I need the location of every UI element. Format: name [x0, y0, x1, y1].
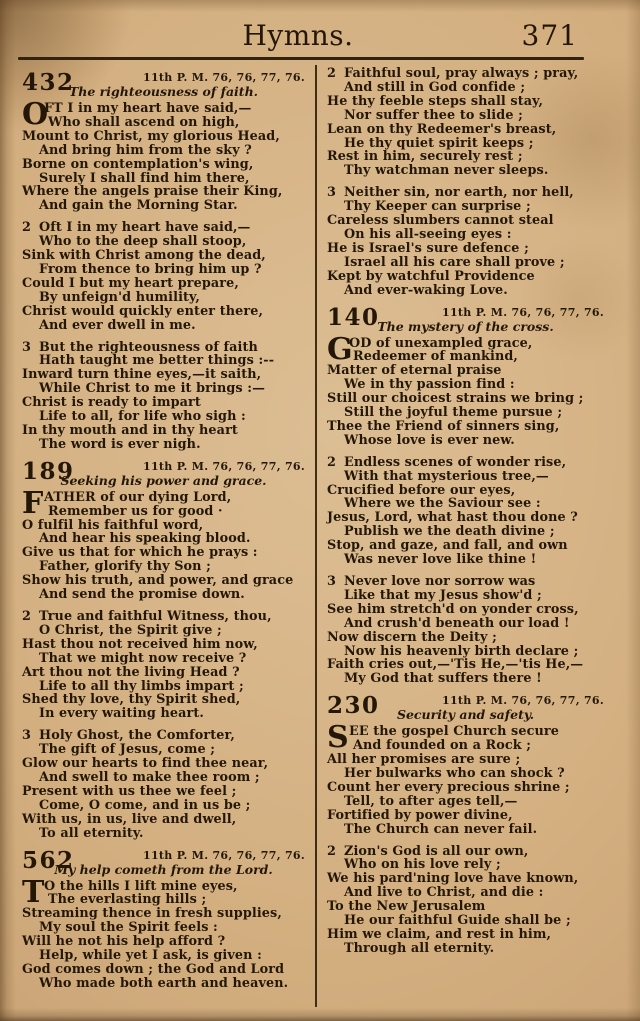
verse-first-line-text: True and faithful Witness, thou,: [39, 609, 272, 624]
hymn-line: And hear his speaking blood.: [39, 531, 251, 547]
hymn-verse: [22, 729, 305, 840]
hymn-line: Who on his love rely ;: [344, 857, 501, 873]
hymn-line: God comes down ; the God and Lord: [22, 961, 285, 977]
dropcap: G: [327, 331, 353, 367]
hymn-line: And still in God confide ;: [344, 79, 526, 95]
hymn-line: [327, 456, 604, 470]
verse-first-line-text: Zion's God is all our own,: [344, 843, 529, 859]
hymn-line: FT I in my heart have said,—: [44, 101, 252, 116]
hymn-line: Come, O come, and in us be ;: [39, 797, 251, 813]
hymn-line: And founded on a Rock ;: [353, 738, 532, 754]
hymn-line: Israel all his care shall prove ;: [344, 254, 565, 270]
hymn-line: [22, 610, 305, 624]
verse-first-line-text: Oft I in my heart have said,—: [39, 220, 251, 236]
verse-number: 2: [327, 66, 337, 81]
hymn-line: And live to Christ, and die :: [344, 885, 544, 901]
hymn-line: Show his truth, and power, and grace: [22, 573, 294, 589]
hymn-line: And swell to make thee room ;: [39, 769, 260, 785]
hymn-189: [22, 457, 305, 841]
hymn-number: 230: [327, 692, 380, 720]
hymn-line: The word is ever nigh.: [39, 436, 201, 452]
hymn-line: [327, 67, 604, 81]
hymn-verse: [22, 221, 305, 332]
hymn-meter: 11th P. M. 76, 76, 77, 76.: [143, 848, 305, 862]
hymn-subtitle: The righteousness of faith.: [68, 84, 259, 99]
hymn-number: 189: [22, 457, 75, 485]
hymn-line: Stop, and gaze, and fall, and own: [327, 538, 568, 554]
hymn-header: [22, 457, 305, 488]
verse-first-line-text: But the righteousness of faith: [39, 339, 258, 355]
hymn-line: The gift of Jesus, come ;: [39, 742, 216, 758]
hymn-line: He is Israel's sure defence ;: [327, 240, 529, 256]
hymn-line: [327, 575, 604, 589]
hymn-line: Help, while yet I ask, is given :: [39, 948, 262, 964]
hymn-verse: [22, 610, 305, 721]
verse-number: 2: [22, 609, 32, 624]
hymn-line: Fortified by power divine,: [327, 807, 513, 823]
hymn-line: Still our choicest strains we bring ;: [327, 391, 584, 407]
hymn-verse: [22, 341, 305, 452]
verse-first-line-text: Endless scenes of wonder rise,: [344, 454, 567, 470]
hymn-line: Tell, to after ages tell,—: [344, 793, 518, 809]
hymn-line: [327, 186, 604, 200]
hymn-line: Will he not his help afford ?: [22, 934, 226, 950]
hymn-line: Faith cries out,—'Tis He,—'tis He,—: [327, 657, 584, 673]
hymn-line: Lean on thy Redeemer's breast,: [327, 121, 557, 137]
hymn-140: [327, 303, 604, 687]
hymn-verse: [327, 845, 604, 956]
hymn-verse: [22, 485, 305, 603]
hymn-line: EE the gospel Church secure: [349, 724, 559, 740]
hymn-line: Life to all thy limbs impart ;: [39, 678, 244, 694]
page-header: [0, 19, 640, 57]
hymn-line: Sink with Christ among the dead,: [22, 248, 266, 264]
hymn-line: From thence to bring him up ?: [39, 261, 262, 277]
verse-number: 3: [22, 728, 32, 744]
hymn-line: And ever-waking Love.: [344, 282, 508, 298]
hymn-line: My soul the Spirit feels :: [39, 920, 218, 936]
hymn-subtitle: Seeking his power and grace.: [60, 472, 267, 488]
hymn-line: Shed thy love, thy Spirit shed,: [22, 692, 241, 708]
hymn-header: [327, 303, 604, 334]
hymn-line: We in thy passion find :: [344, 377, 515, 393]
hymn-line: Mount to Christ, my glorious Head,: [22, 128, 280, 144]
verse-first-line-text: Holy Ghost, the Comforter,: [39, 728, 235, 744]
hymn-verse: [327, 575, 604, 686]
hymn-line: And gain the Morning Star.: [39, 198, 238, 214]
hymn-verse: [22, 874, 305, 991]
hymn-line: Life to all, for life who sigh :: [39, 409, 246, 425]
hymn-line: Who shall ascend on high,: [48, 114, 240, 130]
verse-first-line-text: Never love nor sorrow was: [344, 574, 536, 589]
hymn-432: [22, 71, 305, 452]
hymn-line: Give us that for which he prays :: [22, 545, 258, 561]
hymn-line: We his pard'ning love have known,: [327, 871, 579, 887]
hymn-230: [327, 694, 604, 956]
hymn-line: That we might now receive ?: [39, 650, 247, 666]
hymn-line: O the hills I lift mine eyes,: [44, 878, 238, 894]
header-rule: [18, 57, 584, 60]
hymn-line: Him we claim, and rest in him,: [327, 926, 552, 942]
hymn-line: With that mysterious tree,—: [344, 468, 549, 484]
hymn-line: Could I but my heart prepare,: [22, 275, 239, 291]
verse-number: 3: [327, 185, 337, 201]
hymn-line: Borne on contemplation's wing,: [22, 156, 254, 172]
hymn-line: Nor suffer thee to slide ;: [344, 107, 523, 123]
hymn-verse: [327, 186, 604, 297]
text-columns: [22, 65, 604, 1007]
hymn-subtitle: My help cometh from the Lord.: [54, 861, 273, 877]
hymn-line: OD of unexampled grace,: [349, 335, 533, 351]
hymn-header: [22, 846, 305, 877]
hymn-line: Christ is ready to impart: [22, 395, 201, 411]
hymn-meter: 11th P. M. 76, 76, 77, 76.: [442, 694, 604, 708]
hymn-line: In thy mouth and in thy heart: [22, 422, 238, 438]
hymn-line: To the New Jerusalem: [327, 899, 486, 915]
hymn-line: ATHER of our dying Lord,: [44, 489, 232, 505]
verse-number: 2: [22, 220, 32, 236]
dropcap: O: [22, 97, 49, 132]
hymn-line: See him stretch'd on yonder cross,: [327, 601, 579, 617]
hymn-header: [327, 694, 604, 722]
hymn-line: Kept by watchful Providence: [327, 268, 535, 284]
hymn-line: Rest in him, securely rest ;: [327, 149, 523, 165]
hymn-line: Hath taught me better things :--: [39, 353, 275, 369]
hymn-562: [22, 846, 305, 991]
hymn-line: On his all-seeing eyes :: [344, 226, 512, 242]
hymn-line: Where we the Saviour see :: [344, 496, 541, 512]
hymn-line: [22, 729, 305, 743]
hymn-line: My God that suffers there !: [344, 671, 542, 687]
hymn-number: 140: [327, 303, 380, 331]
hymn-line: By unfeign'd humility,: [39, 289, 200, 305]
hymn-line: O Christ, the Spirit give ;: [39, 622, 222, 638]
hymn-line: Count her every precious shrine ;: [327, 779, 570, 795]
hymn-line: He thy quiet spirit keeps ;: [344, 135, 534, 151]
hymn-line: Whose love is ever new.: [344, 432, 515, 448]
hymn-line: The everlasting hills ;: [48, 892, 207, 908]
hymn-line: While Christ to me it brings :—: [39, 381, 266, 397]
hymn-header: [22, 71, 305, 99]
hymn-verse: [22, 97, 305, 214]
column-right: [315, 65, 604, 1007]
verse-first-line-text: Faithful soul, pray always ; pray,: [344, 66, 579, 81]
hymn-verse: [327, 67, 604, 178]
hymn-line: And send the promise down.: [39, 587, 245, 603]
hymn-line: Art thou not the living Head ?: [22, 664, 240, 680]
hymn-line: Publish we the death divine ;: [344, 524, 555, 540]
page-number: 371: [521, 19, 578, 52]
hymn-line: And crush'd beneath our load !: [344, 615, 570, 631]
hymn-line: Jesus, Lord, what hast thou done ?: [327, 510, 578, 526]
hymn-line: Thee the Friend of sinners sing,: [327, 418, 560, 434]
hymn-line: Now his heavenly birth declare ;: [344, 643, 579, 659]
hymn-line: Present with us thee we feel ;: [22, 783, 237, 799]
hymn-line: With us, in us, live and dwell,: [22, 811, 237, 827]
hymn-continuation: [327, 67, 604, 298]
hymn-line: Who to the deep shall stoop,: [39, 234, 247, 250]
hymn-verse: [327, 720, 604, 837]
hymn-line: All her promises are sure ;: [327, 752, 521, 768]
verse-first-line-text: Neither sin, nor earth, nor hell,: [344, 185, 574, 201]
hymn-line: Careless slumbers cannot steal: [327, 213, 554, 229]
hymn-line: Surely I shall find him there,: [39, 170, 250, 186]
verse-number: 3: [327, 574, 337, 589]
hymn-line: To all eternity.: [39, 825, 144, 841]
hymn-number: 562: [22, 846, 75, 874]
dropcap: T: [22, 874, 45, 910]
hymn-line: And bring him from the sky ?: [39, 142, 252, 158]
hymn-line: Streaming thence in fresh supplies,: [22, 906, 282, 922]
hymn-number: 432: [22, 69, 75, 96]
hymn-subtitle: The mystery of the cross.: [377, 318, 554, 334]
dropcap: S: [327, 720, 349, 756]
hymn-line: Who made both earth and heaven.: [39, 975, 289, 991]
hymn-line: [327, 845, 604, 859]
hymn-line: Her bulwarks who can shock ?: [344, 765, 565, 781]
hymn-line: Was never love like thine !: [344, 552, 537, 568]
hymn-line: Remember us for good ·: [48, 503, 223, 519]
hymn-line: Still the joyful theme pursue ;: [344, 405, 563, 421]
hymn-line: Redeemer of mankind,: [353, 349, 518, 365]
hymn-line: Inward turn thine eyes,—it saith,: [22, 367, 262, 383]
hymn-line: Now discern the Deity ;: [327, 629, 497, 645]
hymn-line: The Church can never fail.: [344, 821, 538, 837]
hymn-line: [22, 341, 305, 355]
verse-number: 2: [327, 454, 337, 470]
hymn-subtitle: Security and safety.: [396, 707, 535, 723]
hymn-line: And ever dwell in me.: [39, 317, 196, 333]
column-left: [22, 65, 315, 1007]
hymn-line: He our faithful Guide shall be ;: [344, 913, 571, 929]
hymn-verse: [327, 331, 604, 448]
hymn-meter: 11th P. M. 76, 76, 77, 76.: [143, 71, 305, 84]
hymn-line: Crucified before our eyes,: [327, 482, 516, 498]
hymn-meter: 11th P. M. 76, 76, 77, 76.: [143, 459, 305, 473]
hymn-line: Matter of eternal praise: [327, 363, 502, 379]
hymn-line: Hast thou not received him now,: [22, 636, 258, 652]
hymn-line: Through all eternity.: [344, 940, 495, 956]
hymn-meter: 11th P. M. 76, 76, 77, 76.: [442, 305, 604, 319]
hymn-line: Where the angels praise their King,: [22, 184, 283, 200]
page-title: Hymns.: [242, 19, 354, 52]
hymn-line: Father, glorify thy Son ;: [39, 559, 211, 575]
hymn-line: [22, 221, 305, 235]
hymn-line: In every waiting heart.: [39, 706, 204, 722]
hymn-line: Like that my Jesus show'd ;: [344, 587, 542, 603]
hymn-line: Thy watchman never sleeps.: [344, 163, 549, 179]
hymn-line: O fulfil his faithful word,: [22, 517, 204, 533]
hymn-line: He thy feeble steps shall stay,: [327, 93, 544, 109]
hymn-verse: [327, 456, 604, 567]
hymn-line: Christ would quickly enter there,: [22, 303, 263, 319]
verse-number: 3: [22, 339, 32, 355]
hymn-line: Thy Keeper can surprise ;: [344, 199, 531, 215]
dropcap: F: [22, 485, 44, 521]
hymn-line: Glow our hearts to find thee near,: [22, 756, 269, 772]
verse-number: 2: [327, 843, 337, 859]
